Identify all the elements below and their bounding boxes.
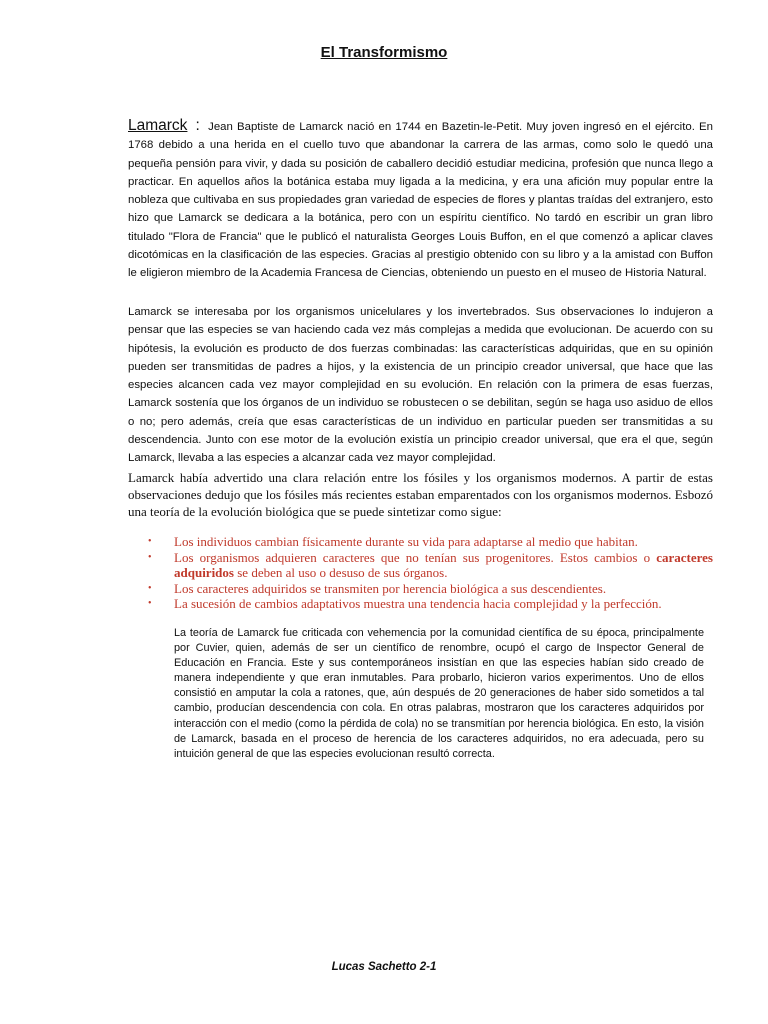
list-item [148, 534, 713, 550]
paragraph-fossils: Lamarck había advertido una clara relación entre los fósiles y los organismos modernos. A partir de estas observaciones dedujo que los fósiles más recientes estaban emparentados con los organismos modernos. Esbozó una teoría de la evolución biológica que se puede sintetizar como sigue: [128, 470, 713, 519]
lamarck-heading: Lamarck [128, 117, 188, 134]
paragraph-criticism: La teoría de Lamarck fue criticada con vehemencia por la comunidad científica de su época, principalmente por Cuvier, quien, además de ser un científico de renombre, ocupó el cargo de Inspector General de Educación en Francia. Este y sus contemporáneos insistían en que las especies habían sido creado de manera independiente y que eran inmutables. Para probarlo, hicieron varios experimentos. Uno de ellos consistió en amputar la cola a ratones, que, aún después de 20 generaciones de haber sido sometidos a tal cambio, producían descendencia con cola. En otras palabras, mostraron que los caracteres adquiridos por interacción con el medio (como la pérdida de cola) no se transmitían por herencia biológica. En esto, la visión de Lamarck, basada en el proceso de herencia de los caracteres adquiridos, no era adecuada, pero su intuición general de que las especies evolucionan resultó correcta. [174, 627, 704, 760]
bullet-text: Los individuos cambian físicamente durante su vida para adaptarse al medio que habitan. [174, 534, 638, 549]
bullet-icon: • [148, 598, 152, 609]
bold-term: caracteres adquiridos [174, 549, 713, 580]
document-title: El Transformismo [320, 44, 448, 61]
bullet-icon: • [148, 536, 152, 547]
lamarck-biography-text: Jean Baptiste de Lamarck nació en 1744 en Bazetin-le-Petit. Muy joven ingresó en el ejército. En 1768 debido a una herida en el cuello tuvo que abandonar la carrera de las armas, como solo le quedó una pequeña pensión para vivir, y dada su posición de caballero decidió estudiar medicina, profesión que nunca llego a practicar. En aquellos años la botánica estaba muy ligada a la medicina, y era una afición muy popular entre la nobleza que cultivaba en sus propiedades gran variedad de especies de flores y plantas traídas del extranjero, esto hizo que Lamarck se dedicara a la botánica, pero con un espíritu científico. No tardó en escribir un gran libro titulado "Flora de Francia" que le publicó el naturalista Georges Louis Buffon, en el que comenzó a aplicar claves dicotómicas en la clasificación de las especies. Gracias al prestigio obtenido con su libro y a la amistad con Buffon le eligieron miembro de la Academia Francesa de Ciencias, obteniendo un puesto en el museo de Historia Natural. [128, 121, 713, 280]
paragraph-lamarck-biography [128, 117, 713, 283]
bullet-icon: • [148, 551, 152, 563]
bullet-text: Los caracteres adquiridos se transmiten por herencia biológica a sus descendientes. [174, 580, 607, 596]
list-item [148, 581, 713, 597]
paragraph-lamarck-hypothesis: Lamarck se interesaba por los organismos unicelulares y los invertebrados. Sus observaciones lo indujeron a pensar que las especies se van haciendo cada vez más complejas a medida que evolucionan. De acuerdo con su hipótesis, la evolución es producto de dos fuerzas combinadas: las características adquiridas, que en su opinión pueden ser transmitidas de padres a hijos, y la existencia de un principio creador universal, que hace que las especies alcancen cada vez mayor complejidad en su evolución. En relación con la primera de esas fuerzas, Lamarck sostenía que los órganos de un individuo se robustecen o se debilitan, según se haga uso asiduo de ellos o no; pero además, creía que esas características de un individuo en particular pueden ser transmitidas a su descendencia. Junto con ese motor de la evolución existía un principio creador universal, que era el que, según Lamarck, llevaba a las especies a alcanzar cada vez mayor complejidad. [128, 306, 713, 465]
bullet-text: La sucesión de cambios adaptativos muestra una tendencia hacia complejidad y la perfección. [174, 596, 662, 611]
bullet-icon: • [148, 582, 152, 594]
bullet-text: Los organismos adquieren caracteres que no tenían sus progenitores. Estos cambios o caracteres adquiridos se deben al uso o desuso de sus órganos. [174, 549, 713, 580]
list-item [148, 550, 713, 581]
theory-bullet-list [148, 534, 713, 612]
list-item [148, 596, 713, 612]
lamarck-heading-colon: : [195, 117, 200, 134]
footer-author: Lucas Sachetto 2-1 [331, 961, 437, 973]
